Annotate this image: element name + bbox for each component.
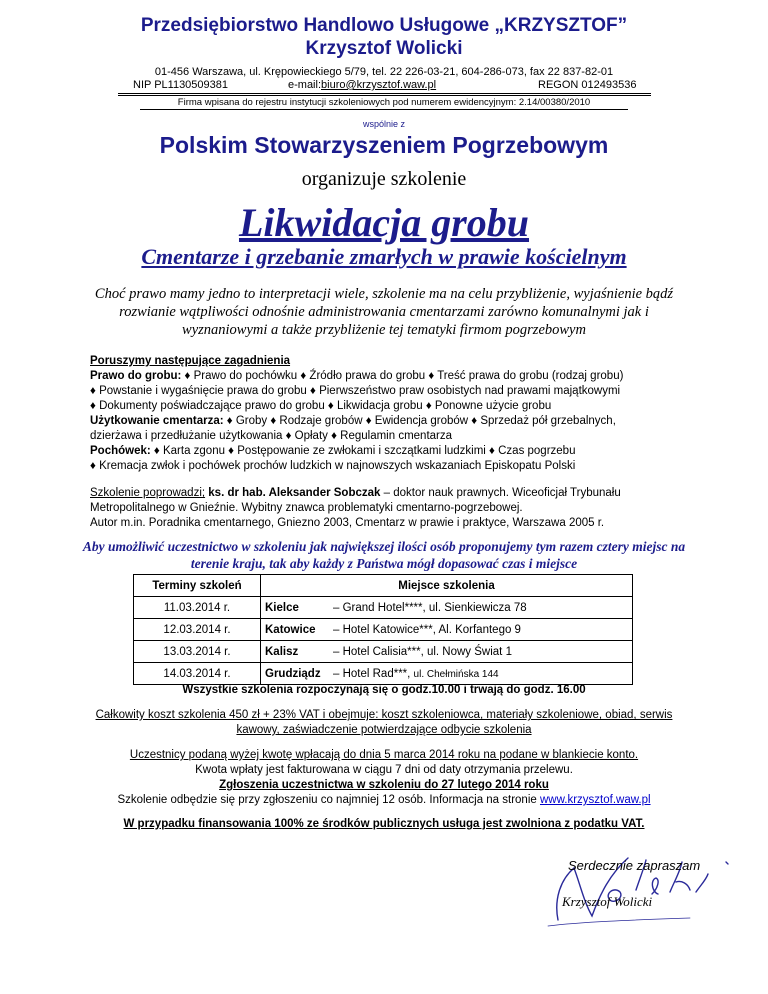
registry-divider [140, 109, 628, 110]
lecturer-name: ks. dr hab. Aleksander Sobczak [208, 487, 381, 499]
organizes-text: organizuje szkolenie [301, 168, 467, 190]
schedule-header-dates: Terminy szkoleń [134, 575, 261, 597]
vat-note: W przypadku finansowania 100% ze środków publicznych usługa jest zwolniona z podatku VAT. [123, 818, 645, 830]
topic-cemetery [90, 414, 710, 429]
cost-info: Całkowity koszt szkolenia 450 zł + 23% VAT i obejmuje: koszt szkoleniowca, materiały szkoleniowe, obiad, serwis kawowy, zaświadczenie potwierdzające odbycie szkolenia [95, 709, 673, 736]
schedule-date: 14.03.2014 r. [134, 663, 261, 685]
lecturer-line-1 [90, 486, 710, 501]
email-label: e-mail: [288, 79, 322, 91]
payment-line-4 [50, 793, 718, 808]
header-divider [118, 93, 651, 94]
payment-line-2: Kwota wpłaty jest fakturowana w ciągu 7 dni od daty otrzymania przelewu. [195, 764, 573, 776]
topic-burial-label: Pochówek: [90, 445, 151, 457]
company-header [0, 14, 768, 60]
training-title: Likwidacja grobu [238, 200, 530, 245]
topic-cemetery-label: Użytkowanie cmentarza: [90, 415, 224, 427]
topic-burial-text-2: ♦ Kremacja zwłok i pochówek prochów ludzkich w najnowszych wskazaniach Episkopatu Polski [90, 460, 576, 472]
lecturer-label: Szkolenie poprowadzi; [90, 487, 206, 499]
topic-cemetery-text-2: dzierżawa i przedłużanie użytkowania ♦ Opłaty ♦ Regulamin cmentarza [90, 430, 453, 442]
schedule-city: Kalisz [265, 645, 299, 658]
topics-section [90, 354, 710, 474]
owner-name: Krzysztof Wolicki [305, 38, 463, 59]
schedule-city: Katowice [265, 623, 316, 636]
registration-deadline: Zgłoszenia uczestnictwa w szkoleniu do 27 lutego 2014 roku [219, 779, 549, 791]
topic-grave-text-1: ♦ Prawo do pochówku ♦ Źródło prawa do grobu ♦ Treść prawa do grobu (rodzaj grobu) [181, 370, 624, 382]
schedule-date: 13.03.2014 r. [134, 641, 261, 663]
schedule-header-row [134, 575, 633, 597]
schedule-venue: – Hotel Katowice***, Al. Korfantego 9 [333, 623, 521, 636]
closing-greeting: Serdecznie zapraszam [568, 858, 701, 873]
schedule-header-place: Miejsce szkolenia [261, 575, 633, 597]
training-subtitle: Cmentarze i grzebanie zmarłych w prawie kościelnym [141, 244, 627, 269]
lecturer-desc-3: Autor m.in. Poradnika cmentarnego, Gniezno 2003, Cmentarz w prawie i praktyce, Warszawa 2005 r. [90, 517, 605, 529]
table-row [134, 597, 633, 619]
website-link[interactable]: www.krzysztof.waw.pl [539, 794, 651, 806]
schedule-table [133, 574, 633, 685]
topic-cemetery-text-1: ♦ Groby ♦ Rodzaje grobów ♦ Ewidencja grobów ♦ Sprzedaż pół grzebalnych, [223, 415, 616, 427]
table-row [134, 663, 633, 685]
together-with: wspólnie z [362, 119, 406, 129]
nip-number: NIP PL1130509381 [133, 79, 229, 91]
topic-grave-label: Prawo do grobu: [90, 370, 182, 382]
schedule-venue: – Hotel Calisia***, ul. Nowy Świat 1 [333, 645, 512, 658]
payment-line-1: Uczestnicy podaną wyżej kwotę wpłacają do dnia 5 marca 2014 roku na podane w blankiecie konto. [129, 749, 639, 761]
topics-heading: Poruszymy następujące zagadnienia [90, 355, 291, 367]
table-row [134, 619, 633, 641]
payment-section [50, 748, 718, 808]
topic-grave-text-2: ♦ Powstanie i wygaśnięcie prawa do grobu ♦ Pierwszeństwo praw osobistych nad prawami majątkowymi [90, 385, 621, 397]
schedule-date: 11.03.2014 r. [134, 597, 261, 619]
regon-number: REGON 012493536 [538, 79, 637, 91]
email-link[interactable]: biuro@krzysztof.waw.pl [321, 79, 437, 91]
topic-grave-text-3: ♦ Dokumenty poświadczające prawo do grobu ♦ Likwidacja grobu ♦ Ponowne użycie grobu [90, 400, 552, 412]
invitation-paragraph: Aby umożliwić uczestnictwo w szkoleniu jak największej ilości osób proponujemy tym razem cztery miejsc na terenie kraju, tak aby każdy z Państwa mógł dopasować czas i miejsce [82, 539, 686, 571]
schedule-venue: – Hotel Rad***, [333, 667, 414, 680]
lecturer-desc-2: Metropolitalnego w Gnieźnie. Wybitny znawca problematyki cmentarno-pogrzebowej. [90, 502, 523, 514]
start-time-info: Wszystkie szkolenia rozpoczynają się o godz.10.00 i trwają do godz. 16.00 [182, 684, 586, 696]
lecturer-desc-1: – doktor nauk prawnych. Wiceoficjał Trybunału [380, 487, 621, 499]
partner-name: Polskim Stowarzyszeniem Pogrzebowym [159, 132, 609, 158]
registry-note: Firma wpisana do rejestru instytucji szkoleniowych pod numerem ewidencyjnym: 2.14/00380/2010 [177, 97, 591, 108]
schedule-place [261, 619, 633, 641]
email-line [288, 79, 436, 92]
topic-grave [90, 369, 710, 384]
schedule-place [261, 641, 633, 663]
schedule-venue-street: ul. Chełmińska 144 [413, 668, 499, 680]
lecturer-section [90, 486, 710, 531]
schedule-city: Grudziądz [265, 667, 321, 680]
table-row [134, 641, 633, 663]
schedule-place [261, 597, 633, 619]
schedule-venue: – Grand Hotel****, ul. Sienkiewicza 78 [333, 601, 527, 614]
schedule-city: Kielce [265, 601, 299, 614]
company-address: 01-456 Warszawa, ul. Krępowieckiego 5/79, tel. 22 226-03-21, 604-286-073, fax 22 837-82-01 [154, 66, 614, 78]
company-name: Przedsiębiorstwo Handlowo Usługowe „KRZYSZTOF” [140, 15, 628, 36]
header-divider-double [118, 95, 651, 96]
min-participants-text: Szkolenie odbędzie się przy zgłoszeniu co najmniej 12 osób. Informacja na stronie [117, 794, 540, 806]
schedule-place [261, 663, 633, 685]
signature-name: Krzysztof Wolicki [562, 894, 653, 909]
intro-paragraph: Choć prawo mamy jedno to interpretacji wiele, szkolenie ma na celu przybliżenie, wyjaśnienie bądź rozwianie wątpliwości odnośnie administrowania cmentarzami zarówno komunalnymi jak i wyznaniowymi a także przybliżenie tej tematyki firmom pogrzebowym [94, 286, 674, 338]
topic-burial [90, 444, 710, 459]
schedule-date: 12.03.2014 r. [134, 619, 261, 641]
topic-burial-text-1: ♦ Karta zgonu ♦ Postępowanie ze zwłokami i szczątkami ludzkimi ♦ Czas pogrzebu [150, 445, 576, 457]
